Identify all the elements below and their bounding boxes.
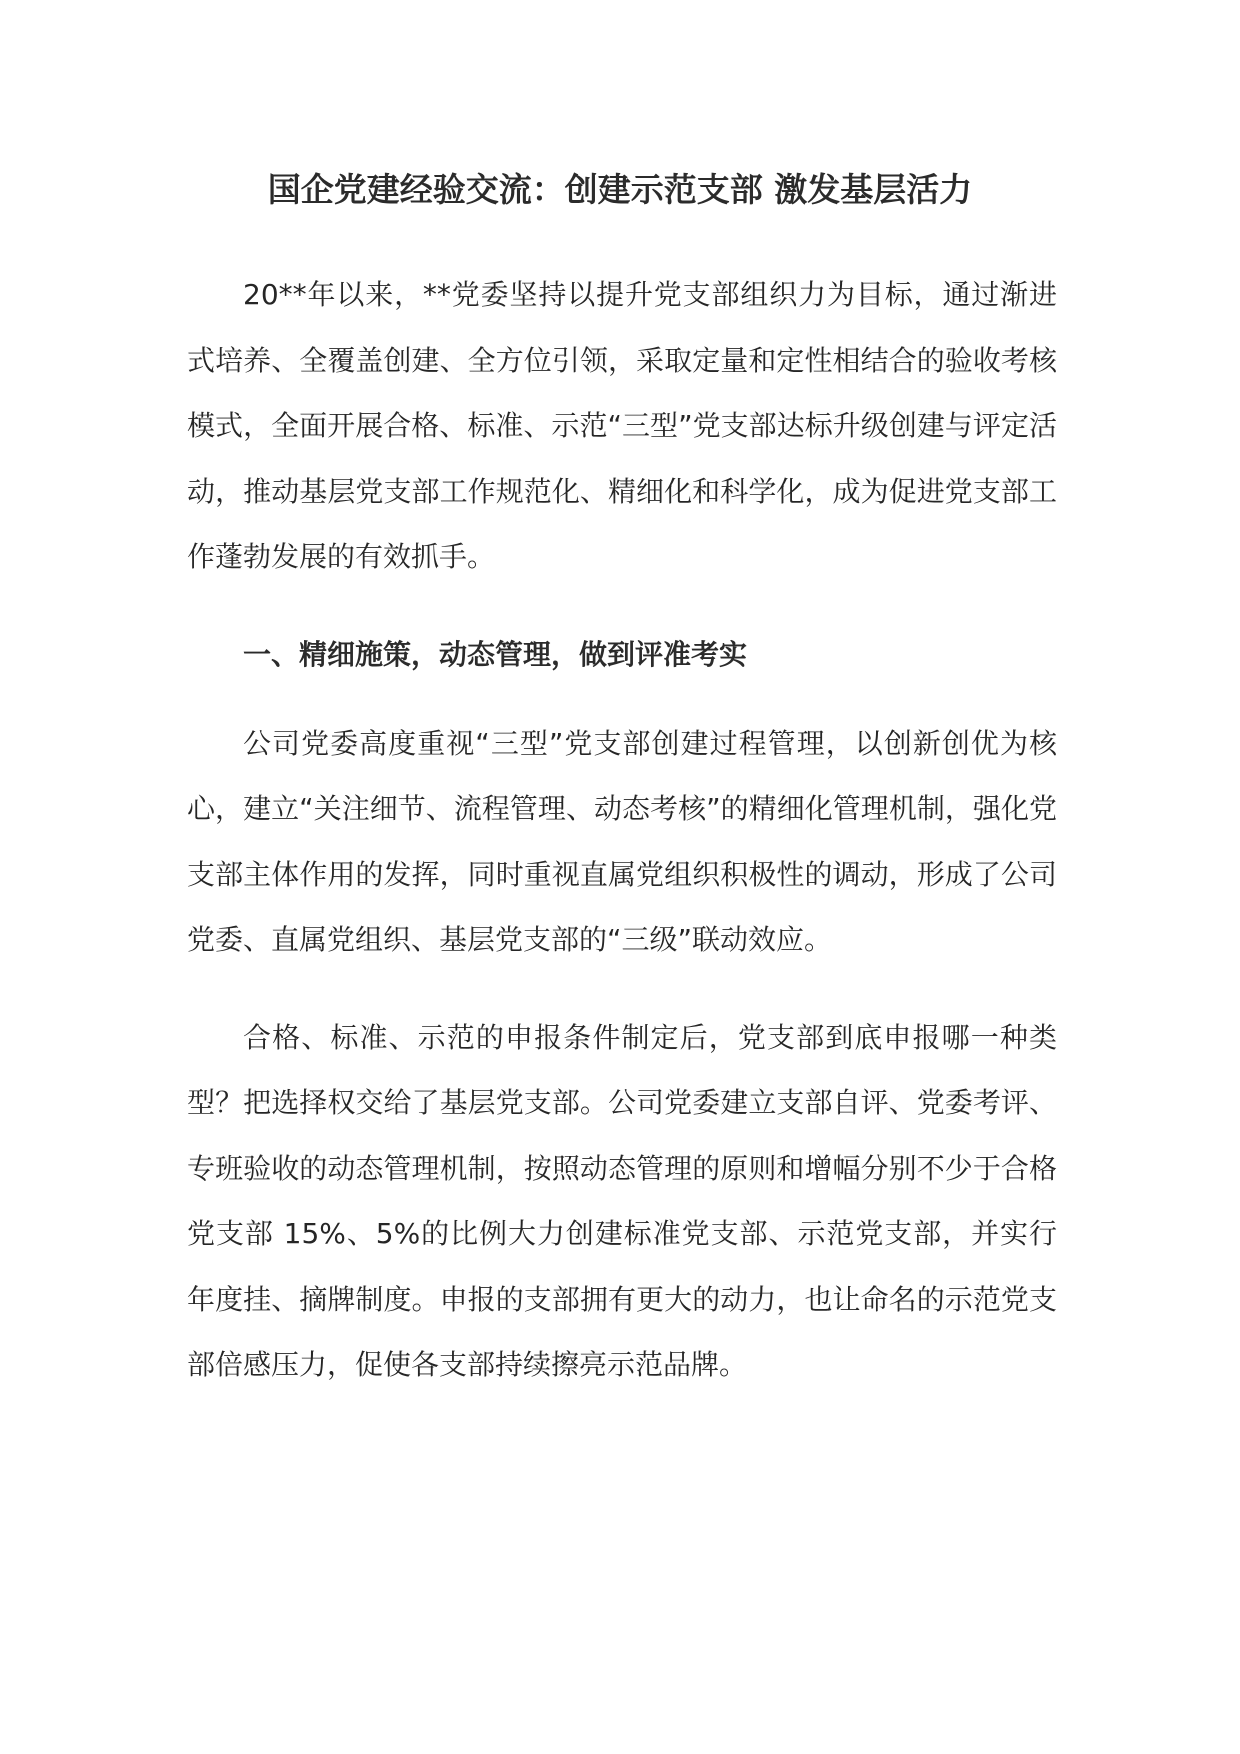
document-title: 国企党建经验交流：创建示范支部 激发基层活力 [267,170,973,209]
section-heading-1: 一、精细施策，动态管理，做到评准考实 [243,637,748,671]
section1-paragraph-1: 公司党委高度重视“三型”党支部创建过程管理，以创新创优为核心，建立“关注细节、流程管理、动态考核”的精细化管理机制，强化党支部主体作用的发挥，同时重视直属党组织积极性的调动，形成了公司党委、直属党组织、基层党支部的“三级”联动效应。 [187,726,1057,956]
document-body [187,262,1057,1430]
section1-paragraph-2: 合格、标准、示范的申报条件制定后，党支部到底申报哪一种类型？把选择权交给了基层党支部。公司党委建立支部自评、党委考评、专班验收的动态管理机制，按照动态管理的原则和增幅分别不少于合格党支部 15%、5%的比例大力创建标准党支部、示范党支部，并实行年度挂、摘牌制度。申报的支部拥有更大的动力，也让命名的示范党支部倍感压力，促使各支部持续擦亮示范品牌。 [187,1020,1057,1381]
intro-paragraph: 20**年以来，**党委坚持以提升党支部组织力为目标，通过渐进式培养、全覆盖创建、全方位引领，采取定量和定性相结合的验收考核模式，全面开展合格、标准、示范“三型”党支部达标升级创建与评定活动，推动基层党支部工作规范化、精细化和科学化，成为促进党支部工作蓬勃发展的有效抓手。 [187,278,1057,573]
